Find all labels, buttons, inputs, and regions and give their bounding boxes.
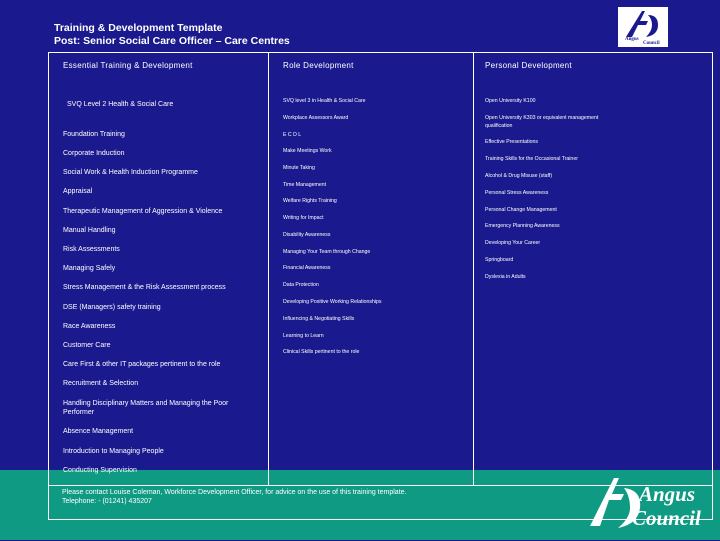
role-item: Welfare Rights Training [283,198,337,204]
personal-item: Personal Change Management [485,207,557,213]
column-header-role: Role Development [283,61,354,70]
essential-item: Performer [63,409,95,416]
role-item: Minute Taking [283,165,315,171]
post-title: Post: Senior Social Care Officer – Care Centres [54,35,290,47]
role-item: Writing for Impact [283,215,324,221]
column-divider-2 [473,53,474,485]
role-item: Clinical Skills pertinent to the role [283,349,360,355]
essential-item: Customer Care [63,342,111,349]
page-title: Training & Development Template [54,22,223,34]
essential-item: Manual Handling [63,227,116,234]
personal-item: Open University K100 [485,98,536,104]
logo-small-line1: Angus [625,37,639,42]
essential-item: Care First & other IT packages pertinent to the role [63,361,221,368]
personal-item: Developing Your Career [485,240,541,246]
essential-item: SVQ Level 2 Health & Social Care [67,101,174,108]
essential-item: Race Awareness [63,323,116,330]
essential-item: Managing Safely [63,265,116,272]
role-item: Workplace Assessors Award [283,115,349,121]
essential-item: Introduction to Managing People [63,448,164,455]
contact-text: Please contact Louise Coleman, Workforce Development Officer, for advice on the use of this training template. [62,489,407,496]
logo-small-line2: Council [643,41,660,46]
role-item: Financial Awareness [283,265,331,271]
training-table [48,52,713,520]
essential-item: Conducting Supervision [63,467,137,474]
contact-phone: Telephone: - (01241) 435207 [62,498,152,505]
logo-large-line2: Council [632,506,701,530]
column-divider-1 [268,53,269,485]
role-item: Managing Your Team through Change [283,249,371,255]
role-item: Make Meetings Work [283,148,332,154]
page-header [54,22,290,48]
role-item: Disability Awareness [283,232,331,238]
personal-item: Effective Presentations [485,139,538,145]
column-header-essential: Essential Training & Development [63,61,193,70]
essential-item: Handling Disciplinary Matters and Managing the Poor [63,400,229,407]
role-item: Influencing & Negotiating Skills [283,316,355,322]
personal-item: Open University K303 or equivalent management [485,115,599,121]
essential-item: Therapeutic Management of Aggression & Violence [63,208,223,215]
personal-item: Springboard [485,257,514,263]
essential-item: Recruitment & Selection [63,380,139,387]
essential-item: Foundation Training [63,131,125,138]
contact-info [62,488,406,506]
essential-item: Corporate Induction [63,150,125,157]
column-header-personal: Personal Development [485,61,572,70]
personal-item: qualification [485,123,513,129]
personal-item: Dyslexia in Adults [485,274,526,280]
essential-item: Absence Management [63,428,134,435]
role-item: E C D L [283,132,302,138]
role-item: Developing Positive Working Relationships [283,299,382,305]
essential-item: Social Work & Health Induction Programme [63,169,198,176]
personal-item: Alcohol & Drug Misuse (staff) [485,173,553,179]
angus-council-logo-small [617,6,669,48]
role-item: Learning to Learn [283,333,324,339]
essential-item: Appraisal [63,188,93,195]
essential-item: DSE (Managers) safety training [63,304,161,311]
angus-council-logo-large [586,474,716,536]
personal-item: Personal Stress Awareness [485,190,549,196]
role-item: SVQ level 3 in Health & Social Care [283,98,366,104]
personal-item: Training Skills for the Occasional Trainer [485,156,578,162]
essential-item: Stress Management & the Risk Assessment process [63,284,226,291]
essential-item: Risk Assessments [63,246,120,253]
role-item: Time Management [283,182,327,188]
personal-item: Emergency Planning Awareness [485,223,560,229]
role-item: Data Protection [283,282,319,288]
logo-large-line1: Angus [639,482,696,506]
